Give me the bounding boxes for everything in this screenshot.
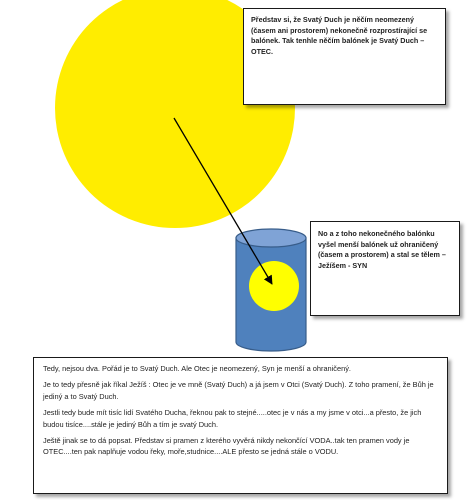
note-bottom-paragraph-4: Ještě jinak se to dá popsat. Představ si pramen z kterého vyvěrá nikdy nekončící VODA..tak ten pramen vody je OTEC....ten pak naplňuje vodou řeky, moře,studnice....ALE přesto se jedná stále o VODU. bbox=[43, 436, 410, 457]
note-top-box bbox=[243, 8, 446, 105]
note-bottom-paragraph-3: Jestli tedy bude mít tisíc lidí Svatého Ducha, řeknou pak to stejné.....otec je v nás a my jsme v otci...a přesto, že jich budou tisíce....stále je jediný Bůh a tím je svatý Duch. bbox=[43, 408, 422, 429]
note-bottom-box bbox=[33, 357, 448, 494]
small-ball-syn bbox=[249, 261, 299, 311]
note-bottom-paragraph-1: Tedy, nejsou dva. Pořád je to Svatý Duch. Ale Otec je neomezený, Syn je menší a ohraničený. bbox=[43, 364, 351, 373]
note-middle-box bbox=[310, 221, 460, 316]
note-bottom-paragraph-2: Je to tedy přesně jak říkal Ježíš : Otec je ve mně (Svatý Duch) a já jsem v Otci (Svatý Duch). Z toho pramení, že Bůh je jediný a to Svatý Duch. bbox=[43, 380, 434, 401]
note-middle-text: No a z toho nekonečného balónku vyšel menší balónek už ohraničený (časem a prostorem) a stal se tělem – Ježíšem - SYN bbox=[318, 229, 446, 270]
note-top-text: Představ si, že Svatý Duch je něčím neomezený (časem ani prostorem) nekonečně rozprostírající se balónek. Tak tenhle něčím balónek je Svatý Duch – OTEC. bbox=[251, 15, 428, 56]
cylinder-top bbox=[236, 229, 306, 247]
